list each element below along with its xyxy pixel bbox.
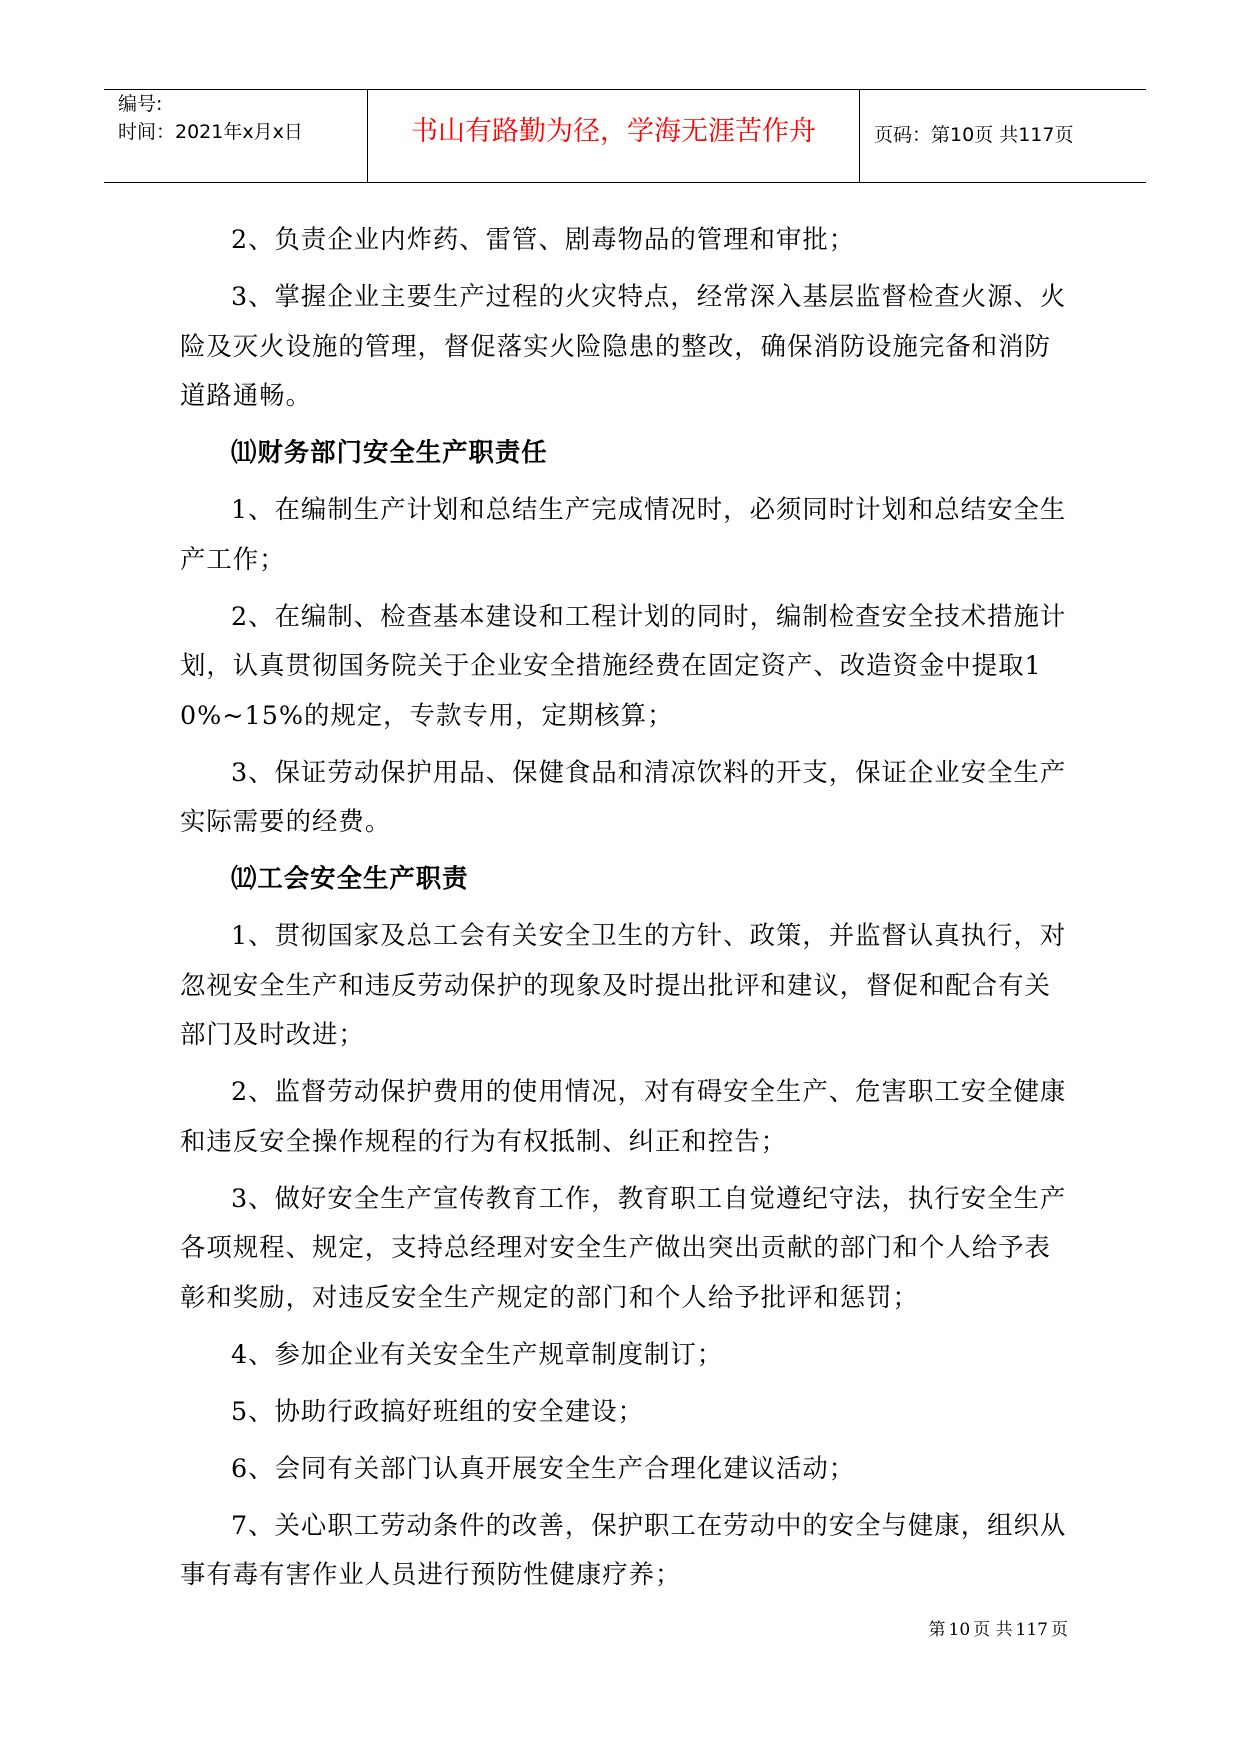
footer-prefix: 第 xyxy=(928,1620,946,1640)
paragraph: 4、参加企业有关安全生产规章制度制订； xyxy=(231,1338,724,1369)
document-header xyxy=(104,89,1146,183)
paragraph: 6、会同有关部门认真开展安全生产合理化建议活动； xyxy=(231,1452,856,1483)
section-heading-finance: ⑾财务部门安全生产职责任 xyxy=(231,437,548,467)
document-number-label: 编号: xyxy=(118,93,163,115)
header-motto: 书山有路勤为径，学海无涯苦作舟 xyxy=(411,116,816,147)
paragraph: 2、在编制、检查基本建设和工程计划的同时，编制检查安全技术措施计划，认真贯彻国务院关于企业安全措施经费在固定资产、改造资金中提取10%~15%的规定，专款专用，定期核算； xyxy=(180,600,1067,730)
document-time: 时间：2021年x月x日 xyxy=(118,121,303,143)
paragraph: 2、负责企业内炸药、雷管、剧毒物品的管理和审批； xyxy=(231,224,856,254)
paragraph: 3、掌握企业主要生产过程的火灾特点，经常深入基层监督检查火源、火险及灭火设施的管理，督促落实火险隐患的整改，确保消防设施完备和消防道路通畅。 xyxy=(180,281,1067,410)
document-body xyxy=(180,215,1070,1607)
header-meta-cell xyxy=(104,90,368,182)
footer-suffix: 页 xyxy=(1051,1620,1068,1640)
header-page-code: 页码：第10页 共117页 xyxy=(874,124,1074,146)
paragraph: 1、贯彻国家及总工会有关安全卫生的方针、政策，并监督认真执行，对忽视安全生产和违反劳动保护的现象及时提出批评和建议，督促和配合有关部门及时改进； xyxy=(180,920,1067,1049)
paragraph: 1、在编制生产计划和总结生产完成情况时，必须同时计划和总结安全生产工作； xyxy=(180,494,1067,574)
footer-current-page: 10 xyxy=(948,1620,971,1640)
paragraph: 2、监督劳动保护费用的使用情况，对有碍安全生产、危害职工安全健康和违反安全操作规程的行为有权抵制、纠正和控告； xyxy=(180,1076,1067,1156)
page-footer xyxy=(0,1620,1068,1640)
footer-total-pages: 117 xyxy=(1015,1620,1048,1640)
section-heading-union: ⑿工会安全生产职责 xyxy=(231,863,469,893)
paragraph: 5、协助行政搞好班组的安全建设； xyxy=(231,1395,645,1426)
header-motto-cell xyxy=(368,90,860,182)
paragraph: 7、关心职工劳动条件的改善，保护职工在劳动中的安全与健康，组织从事有毒有害作业人员进行预防性健康疗养； xyxy=(180,1509,1067,1589)
paragraph: 3、做好安全生产宣传教育工作，教育职工自觉遵纪守法，执行安全生产各项规程、规定，支持总经理对安全生产做出突出贡献的部门和个人给予表彰和奖励，对违反安全生产规定的部门和个人给予批评和惩罚； xyxy=(180,1182,1067,1312)
header-page-cell xyxy=(860,90,1146,182)
paragraph: 3、保证劳动保护用品、保健食品和清凉饮料的开支，保证企业安全生产实际需要的经费。 xyxy=(180,756,1067,836)
footer-middle: 页 共 xyxy=(973,1620,1013,1640)
